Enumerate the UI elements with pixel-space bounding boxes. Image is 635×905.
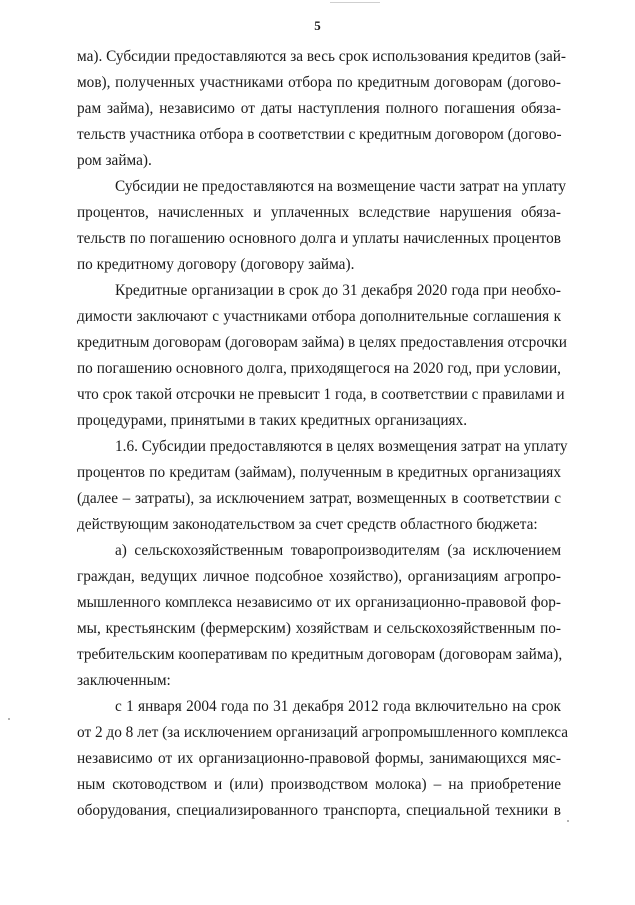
text-line: по кредитному договору (договору займа). bbox=[77, 256, 355, 273]
text-line: ным скотоводством и (или) производством молока) – на приобретение bbox=[77, 776, 561, 793]
text-line: требительским кооперативам по кредитным договорам (договорам займа), bbox=[77, 646, 563, 663]
text-line: независимо от их организационно-правовой формы, занимающихся мяс- bbox=[77, 750, 561, 767]
text-line: заключенным: bbox=[77, 672, 171, 689]
scan-speck bbox=[8, 718, 10, 720]
text-line: процентов, начисленных и уплаченных вследствие нарушения обяза- bbox=[77, 204, 561, 221]
text-line: Субсидии не предоставляются на возмещение части затрат на уплату bbox=[115, 178, 566, 195]
text-line: ма). Субсидии предоставляются за весь срок использования кредитов (зай- bbox=[77, 48, 567, 65]
page-number: 5 bbox=[314, 18, 321, 33]
document-body bbox=[77, 44, 569, 824]
text-line: от 2 до 8 лет (за исключением организаций агропромышленного комплекса bbox=[77, 724, 569, 741]
paragraph bbox=[77, 694, 569, 824]
text-line: а) сельскохозяйственным товаропроизводителям (за исключением bbox=[115, 542, 561, 559]
text-line: мышленного комплекса независимо от их организационно-правовой фор- bbox=[77, 594, 561, 611]
text-line: процедурами, принятыми в таких кредитных организациях. bbox=[77, 412, 468, 429]
text-line: 1.6. Субсидии предоставляются в целях возмещения затрат на уплату bbox=[115, 438, 568, 455]
text-line: тельств участника отбора в соответствии с кредитным договором (догово- bbox=[77, 126, 562, 143]
text-line: процентов по кредитам (займам), полученным в кредитных организациях bbox=[77, 464, 561, 481]
text-line: граждан, ведущих личное подсобное хозяйство), организациям агропро- bbox=[77, 568, 561, 585]
text-line: Кредитные организации в срок до 31 декабря 2020 года при необхо- bbox=[115, 282, 561, 299]
text-line: ром займа). bbox=[77, 152, 152, 169]
text-line: тельств по погашению основного долга и уплаты начисленных процентов bbox=[77, 230, 561, 247]
text-line: с 1 января 2004 года по 31 декабря 2012 года включительно на срок bbox=[115, 698, 561, 715]
text-line: (далее – затраты), за исключением затрат, возмещенных в соответствии с bbox=[77, 490, 561, 507]
paragraph bbox=[77, 278, 567, 434]
text-line: кредитным договорам (договорам займа) в целях предоставления отсрочки bbox=[77, 334, 567, 351]
text-line: что срок такой отсрочки не превысит 1 года, в соответствии с правилами и bbox=[77, 386, 565, 403]
text-line: по погашению основного долга, приходящегося на 2020 год, при условии, bbox=[77, 360, 561, 377]
paragraph bbox=[77, 538, 561, 694]
paragraph bbox=[77, 174, 566, 278]
text-line: действующим законодательством за счет средств областного бюджета: bbox=[77, 516, 538, 533]
scan-speck bbox=[567, 820, 569, 822]
scan-edge-mark bbox=[330, 2, 380, 3]
paragraph bbox=[77, 434, 568, 538]
text-line: рам займа), независимо от даты наступления полного погашения обяза- bbox=[77, 100, 561, 117]
paragraph bbox=[77, 44, 567, 174]
text-line: мы, крестьянским (фермерским) хозяйствам и сельскохозяйственным по- bbox=[77, 620, 561, 637]
text-line: димости заключают с участниками отбора дополнительные соглашения к bbox=[77, 308, 561, 325]
text-line: мов), полученных участниками отбора по кредитным договорам (догово- bbox=[77, 74, 561, 91]
text-line: оборудования, специализированного транспорта, специальной техники в bbox=[77, 802, 561, 819]
